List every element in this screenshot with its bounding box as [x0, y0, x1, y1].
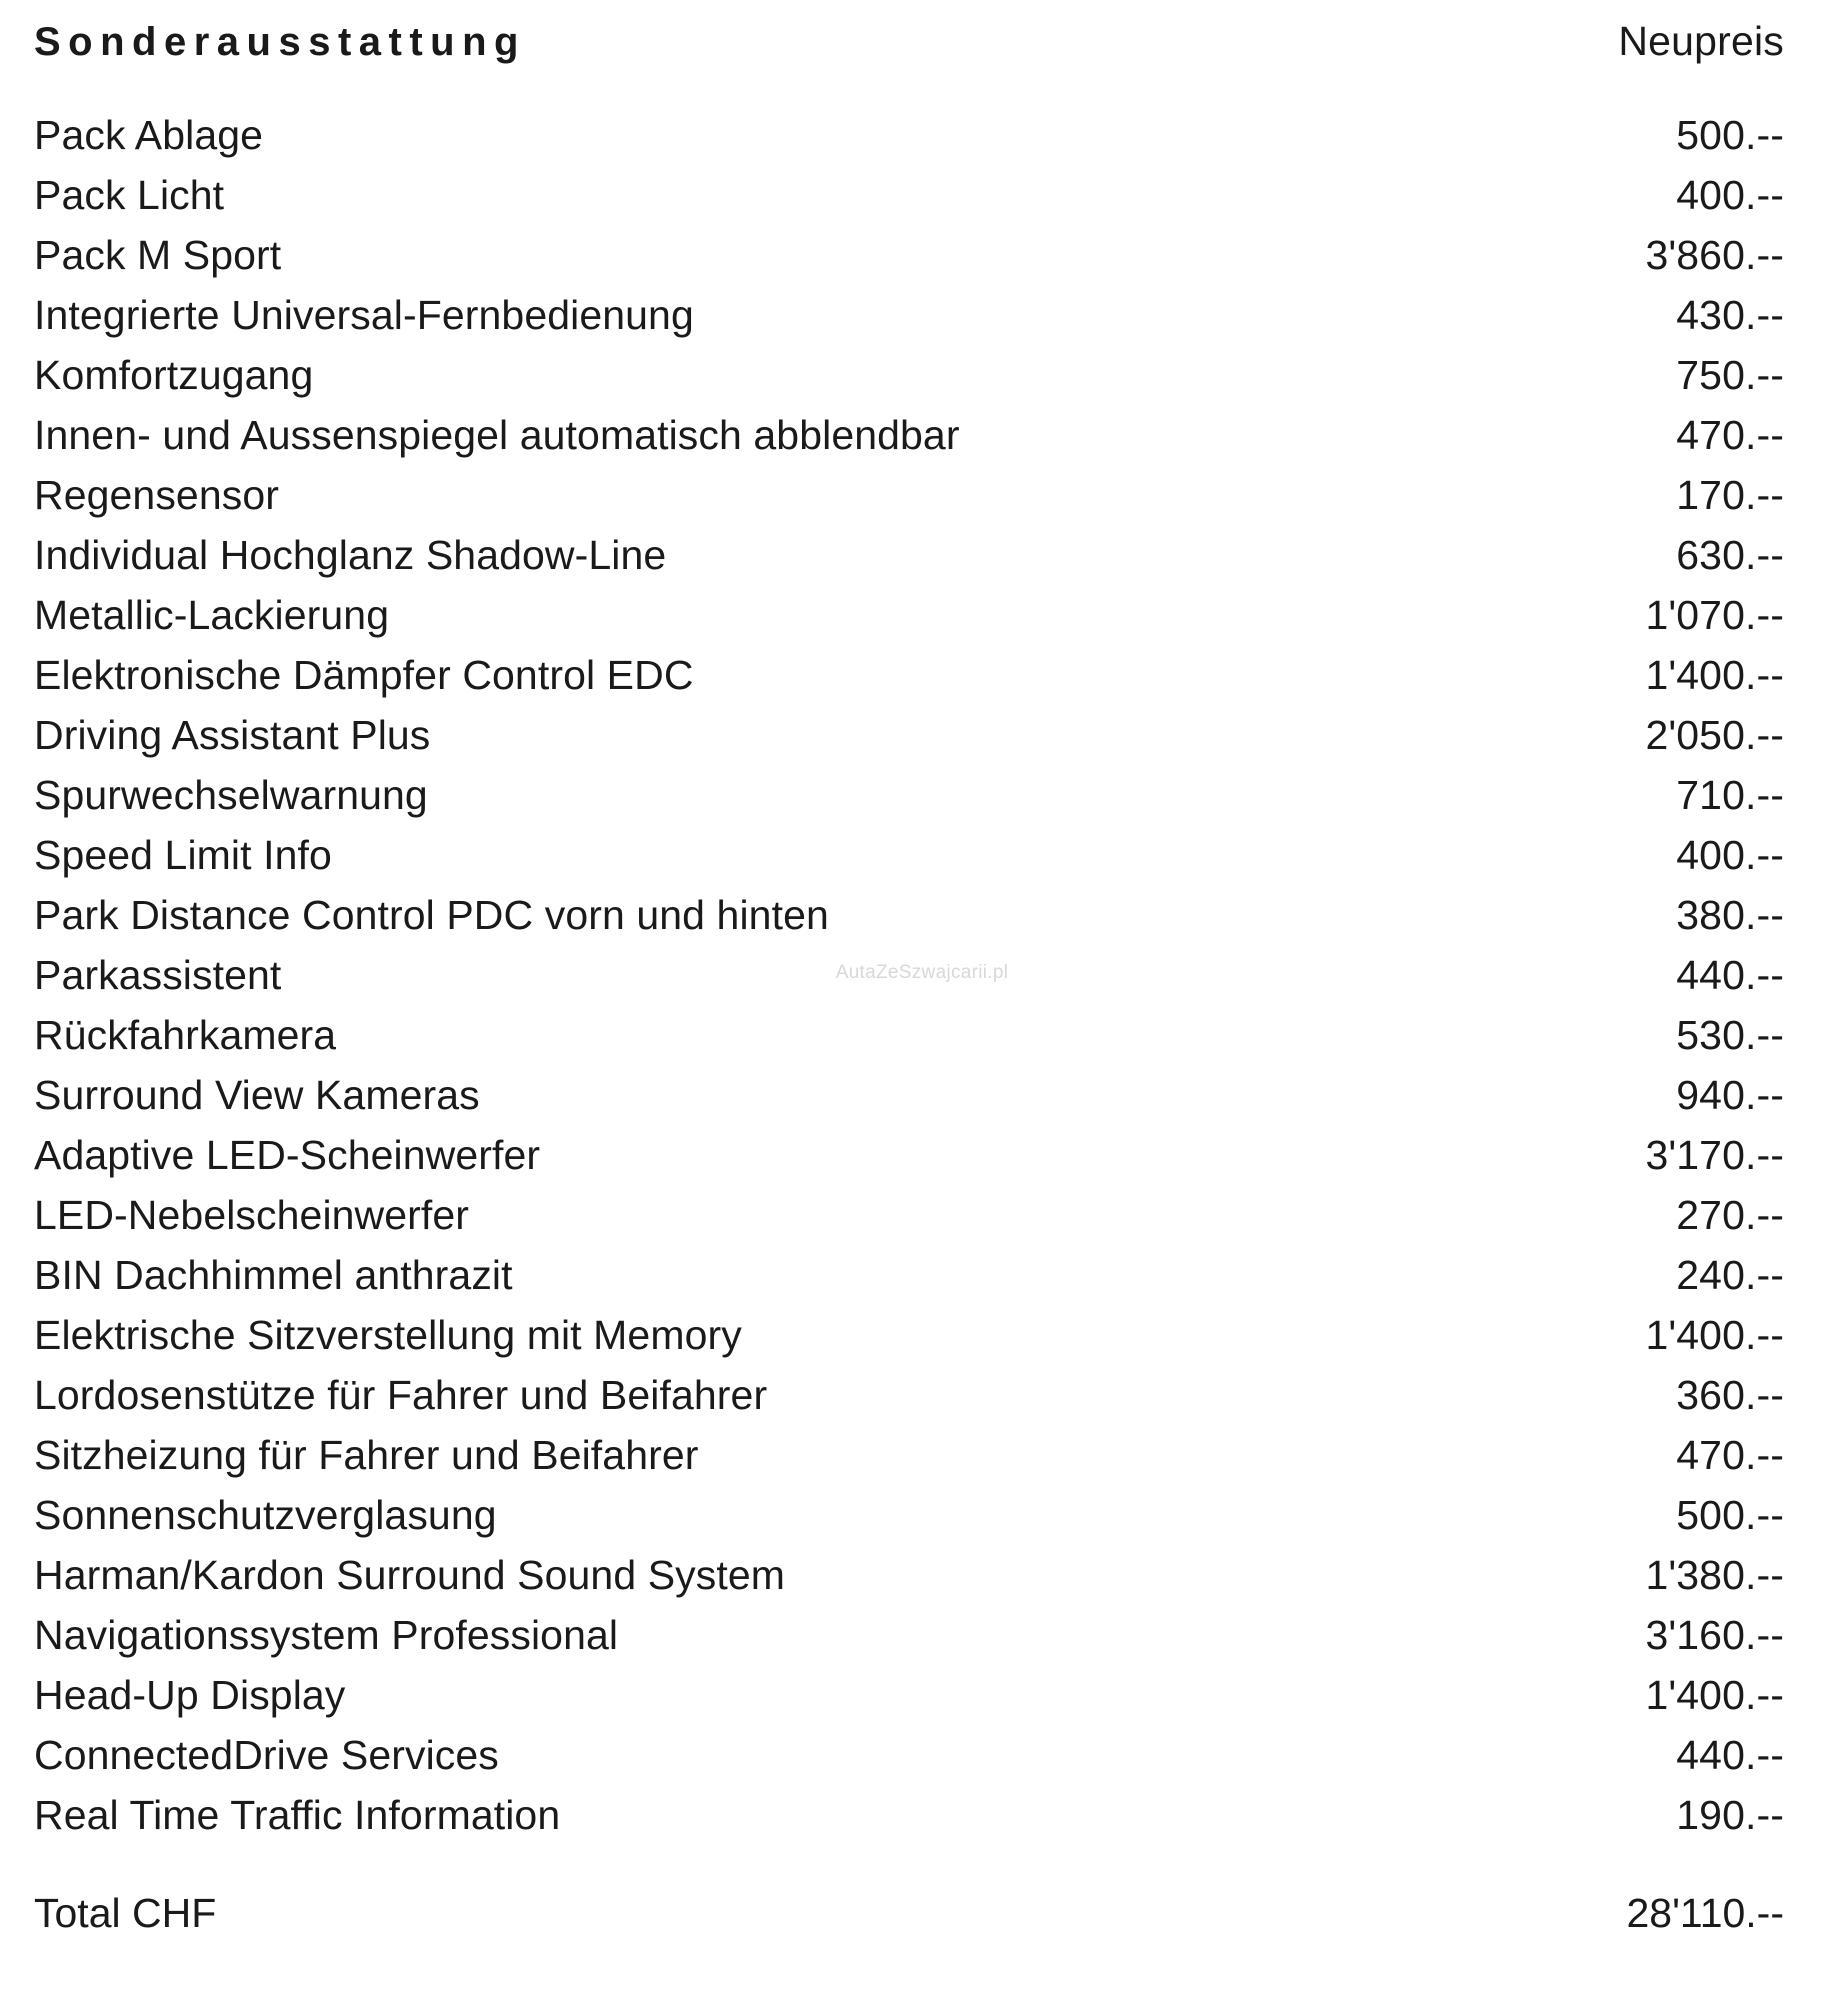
- item-price: 630.--: [1676, 532, 1784, 578]
- price-column-header: Neupreis: [1618, 18, 1784, 64]
- item-label: Komfortzugang: [34, 352, 314, 398]
- item-label: Elektronische Dämpfer Control EDC: [34, 652, 694, 698]
- list-item: [34, 1665, 1784, 1725]
- list-item: [34, 345, 1784, 405]
- item-price: 2'050.--: [1645, 712, 1784, 758]
- item-price: 470.--: [1676, 1432, 1784, 1478]
- item-label: BIN Dachhimmel anthrazit: [34, 1252, 513, 1298]
- watermark: AutaZeSzwajcarii.pl: [835, 962, 1009, 983]
- item-price: 500.--: [1676, 1492, 1784, 1538]
- item-label: Rückfahrkamera: [34, 1012, 337, 1058]
- item-price: 380.--: [1676, 892, 1784, 938]
- list-item: [34, 225, 1784, 285]
- item-price: 190.--: [1676, 1792, 1784, 1838]
- item-label: Regensensor: [34, 472, 279, 518]
- total-row: [34, 1883, 1784, 1943]
- list-item: [34, 525, 1784, 585]
- item-label: Sitzheizung für Fahrer und Beifahrer: [34, 1432, 699, 1478]
- item-label: Spurwechselwarnung: [34, 772, 428, 818]
- list-item: [34, 945, 1784, 1005]
- item-price: 710.--: [1676, 772, 1784, 818]
- item-price: 1'400.--: [1645, 652, 1784, 698]
- item-label: Sonnenschutzverglasung: [34, 1492, 497, 1538]
- item-price: 3'160.--: [1645, 1612, 1784, 1658]
- item-label: Park Distance Control PDC vorn und hinten: [34, 892, 829, 938]
- item-label: Innen- und Aussenspiegel automatisch abblendbar: [34, 412, 960, 458]
- item-price: 400.--: [1676, 172, 1784, 218]
- list-item: [34, 405, 1784, 465]
- item-price: 240.--: [1676, 1252, 1784, 1298]
- item-price: 270.--: [1676, 1192, 1784, 1238]
- list-header: [34, 18, 1784, 65]
- item-price: 940.--: [1676, 1072, 1784, 1118]
- item-price: 360.--: [1676, 1372, 1784, 1418]
- item-label: Speed Limit Info: [34, 832, 332, 878]
- item-price: 1'400.--: [1645, 1672, 1784, 1718]
- item-label: Pack Ablage: [34, 112, 264, 158]
- item-label: ConnectedDrive Services: [34, 1732, 499, 1778]
- item-price: 750.--: [1676, 352, 1784, 398]
- list-item: [34, 1605, 1784, 1665]
- item-label: Driving Assistant Plus: [34, 712, 431, 758]
- list-item: [34, 885, 1784, 945]
- list-item: [34, 465, 1784, 525]
- item-label: Harman/Kardon Surround Sound System: [34, 1552, 786, 1598]
- item-price: 170.--: [1676, 472, 1784, 518]
- equipment-items: [34, 105, 1784, 1845]
- total-label: Total CHF: [34, 1890, 217, 1936]
- list-item: [34, 1245, 1784, 1305]
- list-item: [34, 1065, 1784, 1125]
- list-item: [34, 705, 1784, 765]
- list-item: [34, 1425, 1784, 1485]
- list-item: [34, 765, 1784, 825]
- item-price: 470.--: [1676, 412, 1784, 458]
- item-label: Individual Hochglanz Shadow-Line: [34, 532, 667, 578]
- item-price: 440.--: [1676, 1732, 1784, 1778]
- list-item: [34, 645, 1784, 705]
- item-label: LED-Nebelscheinwerfer: [34, 1192, 470, 1238]
- page-title: Sonderausstattung: [34, 20, 526, 64]
- list-item: [34, 1725, 1784, 1785]
- item-price: 1'400.--: [1645, 1312, 1784, 1358]
- item-price: 1'070.--: [1645, 592, 1784, 638]
- item-price: 3'860.--: [1645, 232, 1784, 278]
- list-item: [34, 585, 1784, 645]
- item-label: Adaptive LED-Scheinwerfer: [34, 1132, 541, 1178]
- item-label: Elektrische Sitzverstellung mit Memory: [34, 1312, 742, 1358]
- list-item: [34, 1305, 1784, 1365]
- list-item: [34, 1785, 1784, 1845]
- list-item: [34, 1185, 1784, 1245]
- item-price: 430.--: [1676, 292, 1784, 338]
- item-label: Lordosenstütze für Fahrer und Beifahrer: [34, 1372, 768, 1418]
- list-item: [34, 1545, 1784, 1605]
- item-label: Integrierte Universal-Fernbedienung: [34, 292, 694, 338]
- total-price: 28'110.--: [1626, 1890, 1784, 1936]
- list-item: [34, 1485, 1784, 1545]
- list-item: [34, 825, 1784, 885]
- item-price: 3'170.--: [1645, 1132, 1784, 1178]
- item-label: Parkassistent: [34, 952, 282, 998]
- item-price: 530.--: [1676, 1012, 1784, 1058]
- list-item: [34, 1365, 1784, 1425]
- item-label: Head-Up Display: [34, 1672, 346, 1718]
- list-item: [34, 165, 1784, 225]
- item-label: Surround View Kameras: [34, 1072, 480, 1118]
- item-label: Real Time Traffic Information: [34, 1792, 561, 1838]
- item-label: Pack M Sport: [34, 232, 282, 278]
- list-item: [34, 105, 1784, 165]
- list-item: [34, 1125, 1784, 1185]
- item-label: Navigationssystem Professional: [34, 1612, 619, 1658]
- item-price: 500.--: [1676, 112, 1784, 158]
- list-item: [34, 285, 1784, 345]
- item-label: Metallic-Lackierung: [34, 592, 390, 638]
- item-label: Pack Licht: [34, 172, 225, 218]
- list-item: [34, 1005, 1784, 1065]
- item-price: 400.--: [1676, 832, 1784, 878]
- item-price: 1'380.--: [1645, 1552, 1784, 1598]
- item-price: 440.--: [1676, 952, 1784, 998]
